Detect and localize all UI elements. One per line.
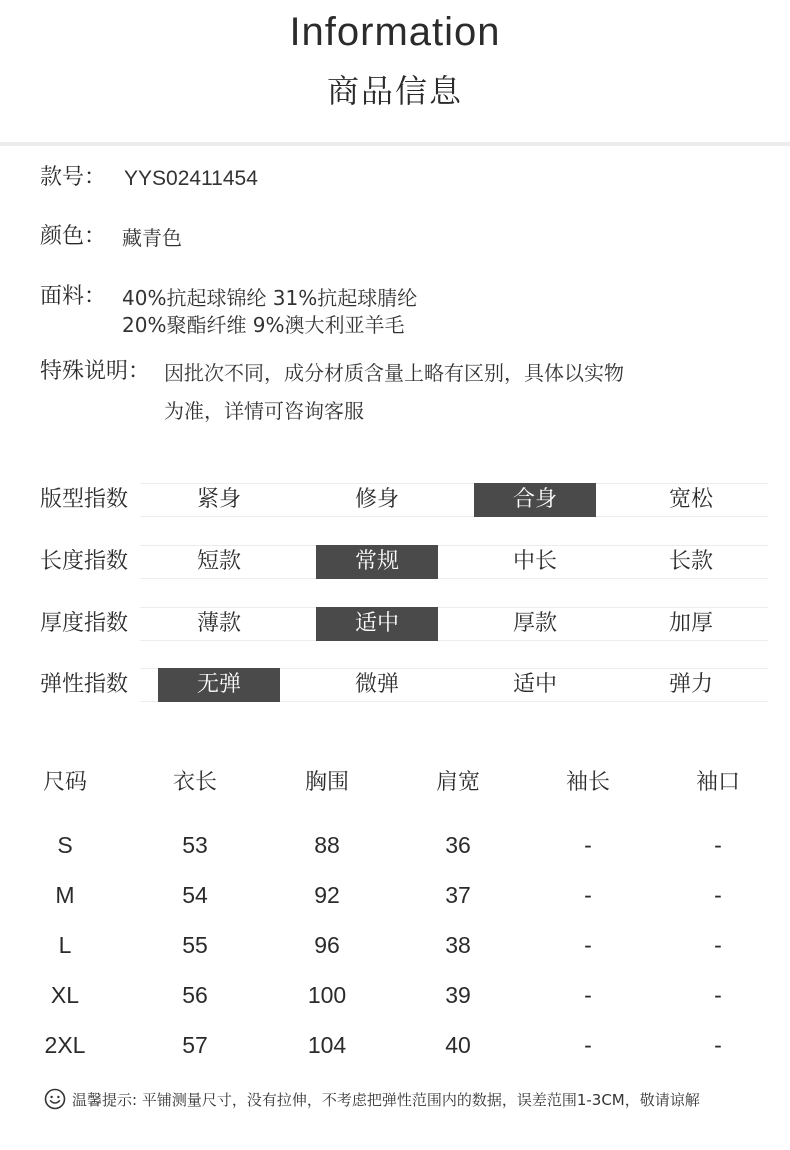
fabric-line-2: 20%聚酯纤维 9%澳大利亚羊毛 — [122, 313, 405, 337]
size-table-header: 胸围 — [304, 770, 349, 795]
size-value: 96 — [314, 932, 340, 958]
index-option: 宽松 — [668, 487, 713, 512]
index-option: 长款 — [668, 549, 713, 574]
header-divider — [0, 142, 790, 146]
color-label: 颜色： — [40, 224, 107, 249]
style-no-value: YYS02411454 — [124, 167, 258, 190]
size-value: - — [714, 832, 722, 858]
size-value: - — [584, 832, 592, 858]
size-value: - — [714, 982, 722, 1008]
title-english: Information — [289, 10, 501, 54]
index-option: 紧身 — [196, 487, 241, 512]
index-option: 修身 — [354, 487, 399, 512]
size-value: - — [714, 1032, 722, 1058]
fabric-line-1: 40%抗起球锦纶 31%抗起球腈纶 — [122, 286, 418, 310]
index-label: 版型指数 — [40, 487, 129, 512]
index-option: 加厚 — [668, 611, 713, 636]
index-label: 厚度指数 — [40, 611, 129, 636]
size-value: 36 — [445, 832, 471, 858]
index-row — [0, 607, 790, 641]
index-option: 微弹 — [354, 672, 399, 697]
size-value: 55 — [182, 932, 208, 958]
size-value: 38 — [445, 932, 471, 958]
index-option-selected: 无弹 — [158, 668, 280, 702]
index-option: 中长 — [512, 549, 557, 574]
size-table-header: 袖口 — [695, 770, 740, 795]
index-option: 弹力 — [668, 672, 713, 697]
size-value: 37 — [445, 882, 471, 908]
index-option: 厚款 — [512, 611, 557, 636]
size-label: M — [55, 882, 75, 908]
tip-text: 温馨提示: 平铺测量尺寸，没有拉伸，不考虑把弹性范围内的数据，误差范围1-3CM，敬请谅解 — [72, 1091, 700, 1109]
size-value: 54 — [182, 882, 208, 908]
size-value: 39 — [445, 982, 471, 1008]
index-option: 薄款 — [196, 611, 241, 636]
size-label: 2XL — [44, 1032, 86, 1058]
index-label: 弹性指数 — [40, 672, 129, 697]
size-value: - — [584, 982, 592, 1008]
size-value: - — [584, 1032, 592, 1058]
size-value: 92 — [314, 882, 340, 908]
index-option-selected: 合身 — [474, 483, 596, 517]
index-option: 适中 — [512, 672, 557, 697]
style-no-label: 款号： — [40, 165, 107, 190]
note-line-1: 因批次不同，成分材质含量上略有区别，具体以实物 — [164, 361, 624, 385]
color-value: 藏青色 — [122, 226, 182, 250]
size-label: S — [57, 832, 73, 858]
smiley-icon — [44, 1088, 66, 1110]
index-option-selected: 适中 — [316, 607, 438, 641]
fabric-label: 面料： — [40, 284, 107, 309]
size-value: 56 — [182, 982, 208, 1008]
note-line-2: 为准，详情可咨询客服 — [164, 399, 364, 423]
size-table-header: 袖长 — [565, 770, 610, 795]
size-value: 88 — [314, 832, 340, 858]
size-label: XL — [50, 982, 80, 1008]
page-header — [0, 0, 790, 140]
index-row — [0, 483, 790, 517]
size-table-header: 肩宽 — [435, 770, 480, 795]
size-value: 53 — [182, 832, 208, 858]
size-value: - — [714, 882, 722, 908]
size-value: 104 — [307, 1032, 347, 1058]
note-label: 特殊说明： — [40, 359, 151, 384]
index-option: 短款 — [196, 549, 241, 574]
index-option-selected: 常规 — [316, 545, 438, 579]
title-chinese: 商品信息 — [326, 72, 463, 110]
size-value: - — [714, 932, 722, 958]
size-value: - — [584, 882, 592, 908]
size-table-header: 衣长 — [172, 770, 217, 795]
index-row — [0, 668, 790, 702]
size-value: 100 — [307, 982, 347, 1008]
size-table-header: 尺码 — [42, 770, 87, 795]
index-label: 长度指数 — [40, 549, 129, 574]
index-row — [0, 545, 790, 579]
size-value: 40 — [445, 1032, 471, 1058]
size-label: L — [58, 932, 72, 958]
size-value: 57 — [182, 1032, 208, 1058]
size-value: - — [584, 932, 592, 958]
